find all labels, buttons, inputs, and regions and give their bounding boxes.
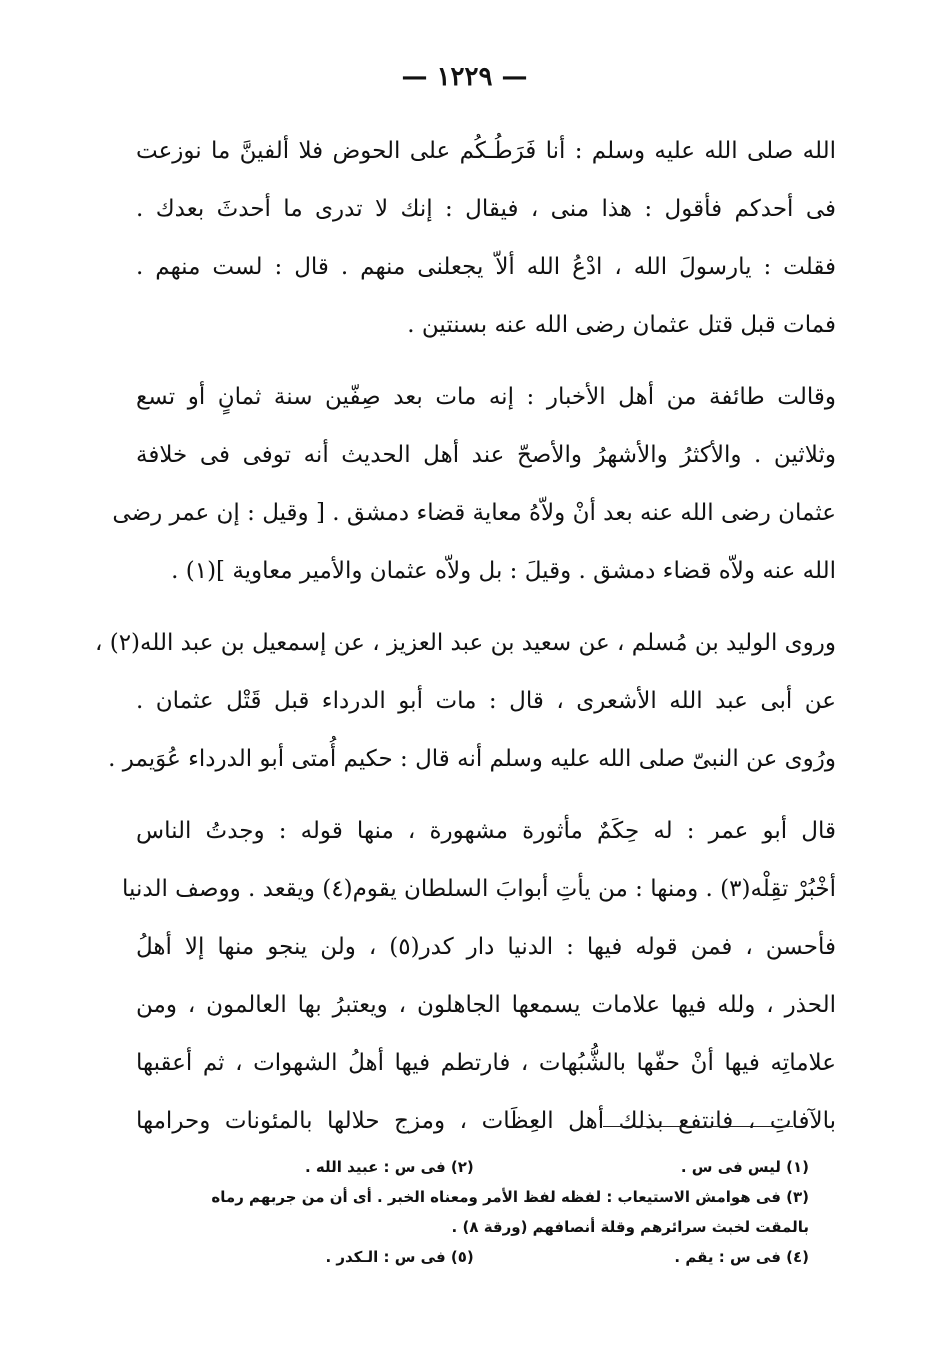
text-line: بالآفاتِ ، فانتفع بذلك أهل العِظَات ، ومزج حلالها بالمئونات وحرامها [136,1108,836,1134]
text-line: فى أحدكم فأقول : هذا منى ، فيقال : إنك لا تدرى ما أحدثَ بعدك . [136,196,836,222]
footnote: (٤) فى س : يقم . [674,1248,809,1266]
text-line: وثلاثين . والأكثرُ والأشهرُ والأصحّ عند أهل الحديث أنه توفى فى خلافة [136,442,836,468]
paragraph [122,802,836,1150]
text-line: قال أبو عمر : له حِكَمٌ مأثورة مشهورة ، منها قوله : وجدتُ الناس [136,818,836,844]
page-number: — ١٢٢٩ — [401,62,528,92]
footnote-row [119,1182,809,1212]
text-line: الله عنه ولاّه قضاء دمشق . وقيلَ : بل ولاّه عثمان والأمير معاوية ](١) . [171,558,836,584]
text-line: الله صلى الله عليه وسلم : أنا فَرَطُـكُم على الحوض فلا ألفينَّ ما نوزعت [136,138,836,164]
text-line: أخْبُرْ تقِلْه(٣) . ومنها : من يأتِ أبوابَ السلطان يقوم(٤) ويقعد . ووصف الدنيا [122,876,836,902]
paragraph [112,368,836,600]
footnote: (١) ليس فى س . [680,1158,809,1176]
text-line: علاماتِه فيها أنْ حفّها بالشُّبُهات ، فارتطم فيها أهلُ الشهوات ، ثم أعقبها [136,1050,836,1076]
text-line: عن أبى عبد الله الأشعرى ، قال : مات أبو الدرداء قبل قَتْل عثمان . [136,688,836,714]
footnote: (٢) فى س : عبيد الله . [305,1158,474,1176]
text-line: ورُوى عن النبىّ صلى الله عليه وسلم أنه قال : حكيم أُمتى أبو الدرداء عُوَيمر . [108,746,836,772]
footnote-row [119,1212,809,1242]
footnote: (٥) فى س : الـكدر . [325,1248,474,1266]
footnote: (٣) فى هوامش الاستيعاب : لفظه لفظ الأمر ومعناه الخبر . أى أن من جربهم رماه [211,1188,809,1206]
footnote-divider [603,1126,793,1127]
text-line: وقالت طائفة من أهل الأخبار : إنه مات بعد صِفّين سنة ثمانٍ أو تسع [136,384,836,410]
paragraph [94,614,836,788]
text-line: فمات قبل قتل عثمان رضى الله عنه بسنتين . [407,312,836,338]
text-line: وروى الوليد بن مُسلم ، عن سعيد بن عبد العزيز ، عن إسمعيل بن عبد الله(٢) ، [94,630,836,656]
paragraph [136,122,836,354]
footnotes [119,1152,809,1272]
footnote-continuation: بالمقت لخبث سرائرهم وقلة أنصافهم (ورقة ٨) . [451,1218,809,1236]
footnote-row [119,1152,809,1182]
text-line: فأحسن ، فمن قوله فيها : الدنيا دار كدر(٥) ، ولن ينجو منها إلا أهلُ [136,934,836,960]
text-line: عثمان رضى الله عنه بعد أنْ ولاّهُ معاية قضاء دمشق . [ وقيل : إن عمر رضى [112,500,836,526]
text-line: فقلت : يارسولَ الله ، ادْعُ الله ألاّ يجعلنى منهم . قال : لست منهم . [136,254,836,280]
footnote-row [119,1242,809,1272]
text-line: الحذر ، ولله فيها علامات يسمعها الجاهلون ، ويعتبرُ بها العالمون ، ومن [136,992,836,1018]
main-text [94,122,836,1150]
